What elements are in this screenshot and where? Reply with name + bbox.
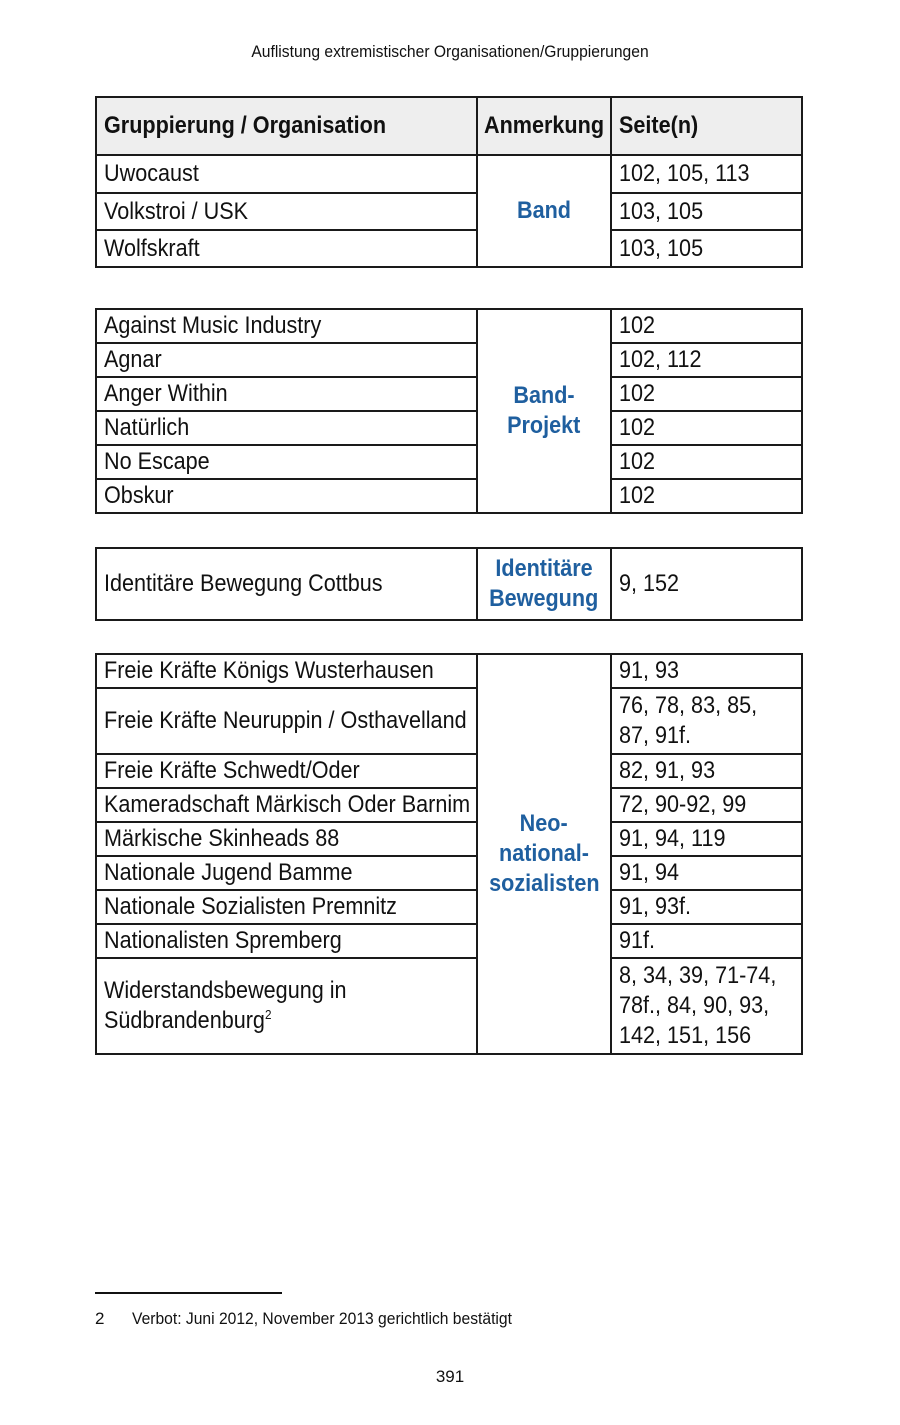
footnote-number: 2 <box>95 1309 105 1328</box>
header-pages: Seite(n) <box>611 97 802 155</box>
table-header-row <box>96 97 802 155</box>
org-pages: 91, 94, 119 <box>611 822 802 856</box>
org-name: Nationale Sozialisten Premnitz <box>96 890 477 924</box>
org-pages: 103, 105 <box>611 230 802 267</box>
table-row <box>96 479 802 513</box>
org-pages: 9, 152 <box>611 548 802 620</box>
remark-band-project: Band- Projekt <box>477 309 611 513</box>
table-identitarian <box>95 547 803 621</box>
org-name: Natürlich <box>96 411 477 445</box>
org-name: Nationalisten Spremberg <box>96 924 477 958</box>
org-pages: 72, 90-92, 99 <box>611 788 802 822</box>
table-row <box>96 445 802 479</box>
org-name: Freie Kräfte Neuruppin / Osthavelland <box>96 688 477 754</box>
org-name: Wolfskraft <box>96 230 477 267</box>
org-name: Kameradschaft Märkisch Oder Barnim <box>96 788 477 822</box>
org-pages: 102 <box>611 479 802 513</box>
footnote-divider <box>95 1292 282 1294</box>
org-pages: 102 <box>611 377 802 411</box>
org-pages: 102, 112 <box>611 343 802 377</box>
table-row <box>96 548 802 620</box>
running-head: Auflistung extremistischer Organisationen/Gruppierungen <box>251 42 649 61</box>
org-name: Against Music Industry <box>96 309 477 343</box>
org-name: Nationale Jugend Bamme <box>96 856 477 890</box>
header-remark: Anmerkung <box>477 97 611 155</box>
org-pages: 76, 78, 83, 85, 87, 91f. <box>611 688 802 754</box>
org-name: Obskur <box>96 479 477 513</box>
table-band <box>95 96 803 268</box>
table-row <box>96 958 802 1054</box>
org-pages: 82, 91, 93 <box>611 754 802 788</box>
table-neo-nazis <box>95 653 803 1055</box>
org-name: Agnar <box>96 343 477 377</box>
org-pages: 91, 93f. <box>611 890 802 924</box>
table-row <box>96 343 802 377</box>
org-name: No Escape <box>96 445 477 479</box>
org-pages: 91f. <box>611 924 802 958</box>
table-row <box>96 788 802 822</box>
table-row <box>96 688 802 754</box>
org-pages: 102 <box>611 309 802 343</box>
table-row <box>96 155 802 193</box>
org-pages: 102, 105, 113 <box>611 155 802 193</box>
org-name: Anger Within <box>96 377 477 411</box>
page-number: 391 <box>435 1367 465 1386</box>
remark-band: Band <box>477 155 611 267</box>
org-pages: 91, 94 <box>611 856 802 890</box>
table-row <box>96 193 802 230</box>
footnote-text: Verbot: Juni 2012, November 2013 gerichtlich bestätigt <box>132 1309 512 1328</box>
table-row <box>96 309 802 343</box>
table-row <box>96 822 802 856</box>
org-name: Freie Kräfte Königs Wusterhausen <box>96 654 477 688</box>
org-name: Uwocaust <box>96 155 477 193</box>
table-row <box>96 230 802 267</box>
table-row <box>96 654 802 688</box>
table-row <box>96 377 802 411</box>
org-pages: 8, 34, 39, 71-74, 78f., 84, 90, 93, 142, 151, 156 <box>611 958 802 1054</box>
org-name-line: Südbrandenburg <box>104 1007 265 1034</box>
org-pages: 102 <box>611 445 802 479</box>
org-name: Volkstroi / USK <box>96 193 477 230</box>
footnote <box>95 1309 545 1329</box>
org-name: Freie Kräfte Schwedt/Oder <box>96 754 477 788</box>
org-name: Identitäre Bewegung Cottbus <box>96 548 477 620</box>
table-row <box>96 890 802 924</box>
table-row <box>96 411 802 445</box>
table-row <box>96 856 802 890</box>
remark-neo-nazis: Neo- national- sozialisten <box>477 654 611 1054</box>
header-group-organisation: Gruppierung / Organisation <box>96 97 477 155</box>
org-pages: 102 <box>611 411 802 445</box>
footnote-reference: 2 <box>264 1007 272 1022</box>
org-name: Widerstandsbewegung in Südbrandenburg$^2$ <box>96 958 477 1054</box>
table-row <box>96 754 802 788</box>
org-name: Märkische Skinheads 88 <box>96 822 477 856</box>
table-row <box>96 924 802 958</box>
org-pages: 103, 105 <box>611 193 802 230</box>
remark-identitarian: Identitäre Bewegung <box>477 548 611 620</box>
table-band-project <box>95 308 803 514</box>
org-pages: 91, 93 <box>611 654 802 688</box>
